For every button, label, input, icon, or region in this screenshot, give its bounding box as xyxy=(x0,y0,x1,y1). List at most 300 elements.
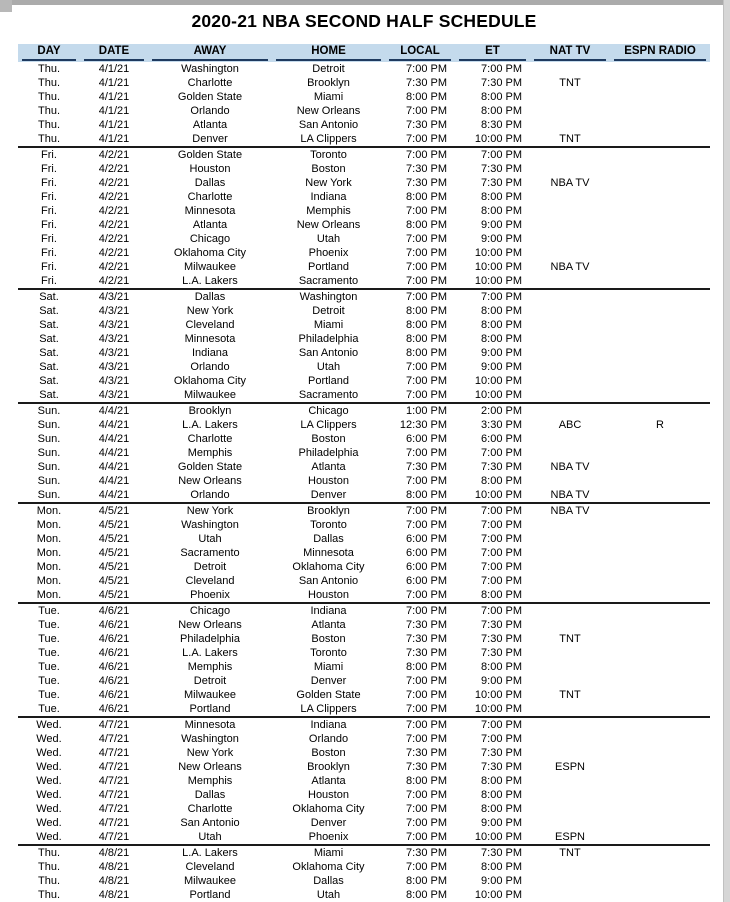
et-cell: 10:00 PM xyxy=(474,889,522,901)
header-home: HOME xyxy=(272,44,385,62)
espn-radio-cell xyxy=(610,118,710,132)
nat-tv-cell: NBA TV xyxy=(550,261,590,273)
page-title: 2020-21 NBA SECOND HALF SCHEDULE xyxy=(191,11,537,31)
espn-radio-cell xyxy=(610,660,710,674)
espn-radio-cell xyxy=(610,845,710,860)
home-cell: San Antonio xyxy=(298,347,359,359)
day-cell: Sat. xyxy=(39,375,59,387)
nat-tv-cell xyxy=(530,432,610,446)
home-cell: Indiana xyxy=(272,603,385,618)
et-cell: 7:00 PM xyxy=(455,503,530,518)
et-cell: 9:00 PM xyxy=(481,347,522,359)
et-cell: 8:00 PM xyxy=(481,333,522,345)
local-cell: 7:30 PM xyxy=(406,119,447,131)
home-cell: New Orleans xyxy=(296,105,361,117)
away-cell: Memphis xyxy=(187,447,233,459)
home-cell: Phoenix xyxy=(308,247,349,259)
local-cell: 6:00 PM xyxy=(406,561,447,573)
game-row xyxy=(18,289,710,304)
game-row xyxy=(18,176,710,190)
date-cell: 4/8/21 xyxy=(98,875,130,887)
game-row xyxy=(18,888,710,902)
day-cell: Mon. xyxy=(36,519,62,531)
local-cell: 7:00 PM xyxy=(406,105,447,117)
game-row xyxy=(18,90,710,104)
espn-radio-cell xyxy=(610,788,710,802)
date-cell: 4/1/21 xyxy=(98,119,130,131)
date-cell: 4/4/21 xyxy=(98,433,130,445)
date-cell: 4/6/21 xyxy=(98,703,130,715)
date-cell: 4/4/21 xyxy=(98,489,130,501)
et-cell: 8:00 PM xyxy=(481,319,522,331)
espn-radio-cell xyxy=(610,732,710,746)
espn-radio-cell xyxy=(610,830,710,845)
home-cell: Miami xyxy=(313,91,344,103)
home-cell: Orlando xyxy=(308,733,349,745)
local-cell: 12:30 PM xyxy=(399,419,447,431)
home-cell: LA Clippers xyxy=(300,419,357,431)
et-cell: 7:30 PM xyxy=(481,177,522,189)
et-cell: 9:00 PM xyxy=(481,361,522,373)
et-cell: 10:00 PM xyxy=(474,247,522,259)
home-cell: Miami xyxy=(313,661,344,673)
espn-radio-cell xyxy=(610,90,710,104)
espn-radio-cell xyxy=(610,346,710,360)
away-cell: New York xyxy=(148,503,272,518)
away-cell: New York xyxy=(186,747,234,759)
home-cell: Toronto xyxy=(272,147,385,162)
home-cell: Detroit xyxy=(312,305,345,317)
date-cell: 4/3/21 xyxy=(98,361,130,373)
away-cell: Golden State xyxy=(177,91,243,103)
local-cell: 7:00 PM xyxy=(385,147,455,162)
local-cell: 7:00 PM xyxy=(406,803,447,815)
espn-radio-cell: R xyxy=(656,419,664,431)
date-cell: 4/5/21 xyxy=(98,575,130,587)
local-cell: 7:30 PM xyxy=(406,461,447,473)
nat-tv-cell xyxy=(530,62,610,76)
nat-tv-cell xyxy=(530,446,610,460)
local-cell: 7:00 PM xyxy=(406,817,447,829)
away-cell: Washington xyxy=(181,733,239,745)
day-cell: Wed. xyxy=(36,803,62,815)
day-cell: Wed. xyxy=(18,717,80,732)
espn-radio-cell xyxy=(610,374,710,388)
espn-radio-cell xyxy=(610,76,710,90)
nat-tv-cell: ESPN xyxy=(555,831,585,843)
game-row xyxy=(18,162,710,176)
date-cell: 4/3/21 xyxy=(80,289,148,304)
day-cell: Wed. xyxy=(36,761,62,773)
local-cell: 6:00 PM xyxy=(406,433,447,445)
espn-radio-cell xyxy=(610,888,710,902)
local-cell: 8:00 PM xyxy=(406,889,447,901)
nat-tv-cell xyxy=(530,702,610,717)
nat-tv-cell xyxy=(530,574,610,588)
home-cell: Sacramento xyxy=(298,275,359,287)
date-cell: 4/4/21 xyxy=(98,419,130,431)
local-cell: 7:00 PM xyxy=(406,233,447,245)
nat-tv-cell xyxy=(530,332,610,346)
home-cell: Oklahoma City xyxy=(292,561,365,573)
away-cell: Washington xyxy=(181,519,239,531)
et-cell: 9:00 PM xyxy=(481,219,522,231)
day-cell: Tue. xyxy=(38,703,60,715)
date-cell: 4/7/21 xyxy=(98,761,130,773)
home-cell: Denver xyxy=(310,489,347,501)
espn-radio-cell xyxy=(610,503,710,518)
date-cell: 4/3/21 xyxy=(98,305,130,317)
date-cell: 4/6/21 xyxy=(98,633,130,645)
date-cell: 4/6/21 xyxy=(98,689,130,701)
nat-tv-cell xyxy=(530,204,610,218)
espn-radio-cell xyxy=(610,874,710,888)
date-cell: 4/6/21 xyxy=(98,619,130,631)
local-cell: 8:00 PM xyxy=(406,191,447,203)
home-cell: Boston xyxy=(311,747,346,759)
game-row xyxy=(18,204,710,218)
game-row xyxy=(18,260,710,274)
espn-radio-cell xyxy=(610,860,710,874)
game-row xyxy=(18,518,710,532)
away-cell: Philadelphia xyxy=(180,633,240,645)
home-cell: Dallas xyxy=(313,875,344,887)
date-cell: 4/5/21 xyxy=(98,561,130,573)
away-cell: Utah xyxy=(198,831,222,843)
home-cell: New Orleans xyxy=(296,219,361,231)
date-cell: 4/1/21 xyxy=(98,77,130,89)
et-cell: 8:00 PM xyxy=(481,91,522,103)
et-cell: 7:30 PM xyxy=(481,77,522,89)
home-cell: San Antonio xyxy=(298,119,359,131)
et-cell: 7:30 PM xyxy=(481,461,522,473)
date-cell: 4/3/21 xyxy=(98,375,130,387)
day-cell: Wed. xyxy=(36,747,62,759)
espn-radio-cell xyxy=(610,603,710,618)
away-cell: Phoenix xyxy=(190,589,230,601)
espn-radio-cell xyxy=(610,388,710,403)
espn-radio-cell xyxy=(610,688,710,702)
game-row xyxy=(18,717,710,732)
nat-tv-cell xyxy=(530,774,610,788)
et-cell: 7:00 PM xyxy=(481,519,522,531)
et-cell: 7:00 PM xyxy=(481,547,522,559)
game-row xyxy=(18,374,710,388)
game-row xyxy=(18,546,710,560)
game-row xyxy=(18,403,710,418)
away-cell: Golden State xyxy=(177,461,243,473)
espn-radio-cell xyxy=(610,646,710,660)
day-cell: Sun. xyxy=(37,433,61,445)
day-cell: Sun. xyxy=(37,475,61,487)
espn-radio-cell xyxy=(610,432,710,446)
game-row xyxy=(18,388,710,403)
et-cell: 7:30 PM xyxy=(481,761,522,773)
header-et: ET xyxy=(455,44,530,62)
away-cell: Memphis xyxy=(187,775,233,787)
away-cell: Chicago xyxy=(189,233,231,245)
day-cell: Fri. xyxy=(41,163,57,175)
page-top-edge xyxy=(0,0,730,5)
local-cell: 7:00 PM xyxy=(406,133,447,145)
day-cell: Fri. xyxy=(41,275,57,287)
game-row xyxy=(18,274,710,289)
espn-radio-cell xyxy=(610,304,710,318)
away-cell: Portland xyxy=(189,889,231,901)
nat-tv-cell xyxy=(530,588,610,603)
day-cell: Tue. xyxy=(38,619,60,631)
day-cell: Tue. xyxy=(38,661,60,673)
local-cell: 7:00 PM xyxy=(406,703,447,715)
game-row xyxy=(18,62,710,76)
day-cell: Tue. xyxy=(38,689,60,701)
et-cell: 10:00 PM xyxy=(474,831,522,843)
day-cell: Sat. xyxy=(18,289,80,304)
local-cell: 7:30 PM xyxy=(406,747,447,759)
home-cell: Memphis xyxy=(306,205,351,217)
day-cell: Sun. xyxy=(18,403,80,418)
game-row xyxy=(18,147,710,162)
et-cell: 8:00 PM xyxy=(481,205,522,217)
day-cell: Wed. xyxy=(36,831,62,843)
espn-radio-cell xyxy=(610,546,710,560)
nat-tv-cell xyxy=(530,289,610,304)
home-cell: Miami xyxy=(272,845,385,860)
page-corner-edge xyxy=(0,0,12,12)
day-cell: Fri. xyxy=(41,205,57,217)
away-cell: Denver xyxy=(192,133,228,145)
away-cell: L.A. Lakers xyxy=(148,845,272,860)
date-cell: 4/7/21 xyxy=(98,747,130,759)
home-cell: San Antonio xyxy=(298,575,359,587)
et-cell: 6:00 PM xyxy=(481,433,522,445)
game-row xyxy=(18,418,710,432)
date-cell: 4/2/21 xyxy=(98,275,130,287)
et-cell: 8:00 PM xyxy=(481,475,522,487)
header-espn-radio: ESPN RADIO xyxy=(610,44,710,62)
date-cell: 4/4/21 xyxy=(98,447,130,459)
day-cell: Mon. xyxy=(18,503,80,518)
nat-tv-cell xyxy=(530,374,610,388)
away-cell: L.A. Lakers xyxy=(182,419,238,431)
date-cell: 4/5/21 xyxy=(98,547,130,559)
nat-tv-cell xyxy=(530,603,610,618)
day-cell: Fri. xyxy=(41,219,57,231)
date-cell: 4/7/21 xyxy=(98,803,130,815)
et-cell: 8:00 PM xyxy=(481,803,522,815)
date-cell: 4/3/21 xyxy=(98,333,130,345)
nat-tv-cell: ESPN xyxy=(555,761,585,773)
day-cell: Fri. xyxy=(41,261,57,273)
nat-tv-cell: TNT xyxy=(559,633,581,645)
local-cell: 7:00 PM xyxy=(406,675,447,687)
local-cell: 7:00 PM xyxy=(385,503,455,518)
day-cell: Mon. xyxy=(36,561,62,573)
day-cell: Thu. xyxy=(37,861,60,873)
home-cell: Indiana xyxy=(272,717,385,732)
game-row xyxy=(18,646,710,660)
home-cell: Utah xyxy=(316,233,341,245)
day-cell: Fri. xyxy=(41,233,57,245)
home-cell: Houston xyxy=(308,589,349,601)
game-row xyxy=(18,246,710,260)
date-cell: 4/2/21 xyxy=(98,261,130,273)
away-cell: Detroit xyxy=(193,675,227,687)
home-cell: Toronto xyxy=(310,647,347,659)
et-cell: 7:30 PM xyxy=(455,845,530,860)
game-row xyxy=(18,674,710,688)
local-cell: 7:00 PM xyxy=(406,831,447,843)
et-cell: 7:30 PM xyxy=(481,647,522,659)
espn-radio-cell xyxy=(610,218,710,232)
day-cell: Thu. xyxy=(37,133,60,145)
away-cell: Cleveland xyxy=(185,319,235,331)
day-cell: Mon. xyxy=(36,547,62,559)
game-row xyxy=(18,76,710,90)
nat-tv-cell xyxy=(530,118,610,132)
away-cell: Golden State xyxy=(148,147,272,162)
nat-tv-cell xyxy=(530,304,610,318)
local-cell: 6:00 PM xyxy=(406,547,447,559)
day-cell: Sun. xyxy=(37,489,61,501)
away-cell: Portland xyxy=(189,703,231,715)
nat-tv-cell xyxy=(530,232,610,246)
away-cell: Orlando xyxy=(190,361,230,373)
game-row xyxy=(18,218,710,232)
day-cell: Thu. xyxy=(37,63,60,75)
away-cell: Milwaukee xyxy=(184,875,236,887)
espn-radio-cell xyxy=(610,104,710,118)
home-cell: Boston xyxy=(311,633,346,645)
nat-tv-cell: NBA TV xyxy=(550,177,590,189)
espn-radio-cell xyxy=(610,774,710,788)
date-cell: 4/2/21 xyxy=(98,205,130,217)
local-cell: 7:30 PM xyxy=(385,845,455,860)
local-cell: 6:00 PM xyxy=(406,533,447,545)
espn-radio-cell xyxy=(610,176,710,190)
date-cell: 4/8/21 xyxy=(98,861,130,873)
nat-tv-cell xyxy=(530,388,610,403)
home-cell: Denver xyxy=(310,817,347,829)
local-cell: 7:00 PM xyxy=(406,361,447,373)
header-day: DAY xyxy=(18,44,80,62)
day-cell: Wed. xyxy=(36,775,62,787)
away-cell: New Orleans xyxy=(178,619,242,631)
nat-tv-cell xyxy=(530,888,610,902)
date-cell: 4/5/21 xyxy=(98,533,130,545)
local-cell: 7:00 PM xyxy=(406,475,447,487)
date-cell: 4/7/21 xyxy=(98,789,130,801)
date-cell: 4/6/21 xyxy=(98,647,130,659)
et-cell: 3:30 PM xyxy=(481,419,522,431)
home-cell: Indiana xyxy=(310,191,347,203)
nat-tv-cell xyxy=(530,546,610,560)
local-cell: 7:00 PM xyxy=(406,261,447,273)
local-cell: 7:30 PM xyxy=(406,177,447,189)
local-cell: 7:00 PM xyxy=(406,589,447,601)
game-row xyxy=(18,132,710,147)
nat-tv-cell: TNT xyxy=(559,133,581,145)
et-cell: 10:00 PM xyxy=(474,703,522,715)
local-cell: 8:00 PM xyxy=(406,775,447,787)
et-cell: 7:00 PM xyxy=(455,289,530,304)
espn-radio-cell xyxy=(610,289,710,304)
espn-radio-cell xyxy=(610,560,710,574)
game-row xyxy=(18,104,710,118)
nat-tv-cell: NBA TV xyxy=(530,503,610,518)
date-cell: 4/2/21 xyxy=(98,219,130,231)
et-cell: 7:00 PM xyxy=(481,561,522,573)
local-cell: 7:30 PM xyxy=(406,633,447,645)
home-cell: Brooklyn xyxy=(272,503,385,518)
et-cell: 9:00 PM xyxy=(481,233,522,245)
date-cell: 4/7/21 xyxy=(98,831,130,843)
game-row xyxy=(18,802,710,816)
et-cell: 9:00 PM xyxy=(481,875,522,887)
away-cell: Charlotte xyxy=(187,77,233,89)
away-cell: Houston xyxy=(189,163,231,175)
away-cell: Milwaukee xyxy=(184,389,236,401)
local-cell: 7:30 PM xyxy=(406,647,447,659)
date-cell: 4/2/21 xyxy=(98,247,130,259)
away-cell: Dallas xyxy=(148,289,272,304)
nat-tv-cell xyxy=(530,274,610,289)
local-cell: 7:00 PM xyxy=(406,63,447,75)
away-cell: Milwaukee xyxy=(184,689,236,701)
away-cell: Orlando xyxy=(190,105,230,117)
date-cell: 4/4/21 xyxy=(98,461,130,473)
espn-radio-cell xyxy=(610,532,710,546)
away-cell: Charlotte xyxy=(187,433,233,445)
away-cell: Minnesota xyxy=(184,205,236,217)
nat-tv-cell xyxy=(530,874,610,888)
date-cell: 4/7/21 xyxy=(80,717,148,732)
away-cell: Orlando xyxy=(190,489,230,501)
home-cell: Atlanta xyxy=(311,775,346,787)
et-cell: 8:00 PM xyxy=(481,775,522,787)
espn-radio-cell xyxy=(610,132,710,147)
nat-tv-cell xyxy=(530,674,610,688)
away-cell: Dallas xyxy=(194,177,226,189)
espn-radio-cell xyxy=(610,518,710,532)
et-cell: 7:00 PM xyxy=(481,733,522,745)
espn-radio-cell xyxy=(610,260,710,274)
et-cell: 8:00 PM xyxy=(481,589,522,601)
et-cell: 7:00 PM xyxy=(481,447,522,459)
nat-tv-cell xyxy=(530,717,610,732)
home-cell: Golden State xyxy=(296,689,361,701)
date-cell: 4/3/21 xyxy=(98,389,130,401)
et-cell: 2:00 PM xyxy=(455,403,530,418)
local-cell: 7:00 PM xyxy=(406,389,447,401)
day-cell: Mon. xyxy=(36,575,62,587)
home-cell: LA Clippers xyxy=(300,703,357,715)
day-cell: Mon. xyxy=(36,533,62,545)
espn-radio-cell xyxy=(610,802,710,816)
game-row xyxy=(18,660,710,674)
local-cell: 8:00 PM xyxy=(406,305,447,317)
et-cell: 8:00 PM xyxy=(481,105,522,117)
home-cell: Dallas xyxy=(313,533,344,545)
espn-radio-cell xyxy=(610,618,710,632)
nat-tv-cell xyxy=(530,518,610,532)
home-cell: New York xyxy=(305,177,352,189)
local-cell: 8:00 PM xyxy=(406,347,447,359)
game-row xyxy=(18,816,710,830)
header-row xyxy=(18,44,710,62)
nat-tv-cell: NBA TV xyxy=(550,489,590,501)
date-cell: 4/4/21 xyxy=(80,403,148,418)
